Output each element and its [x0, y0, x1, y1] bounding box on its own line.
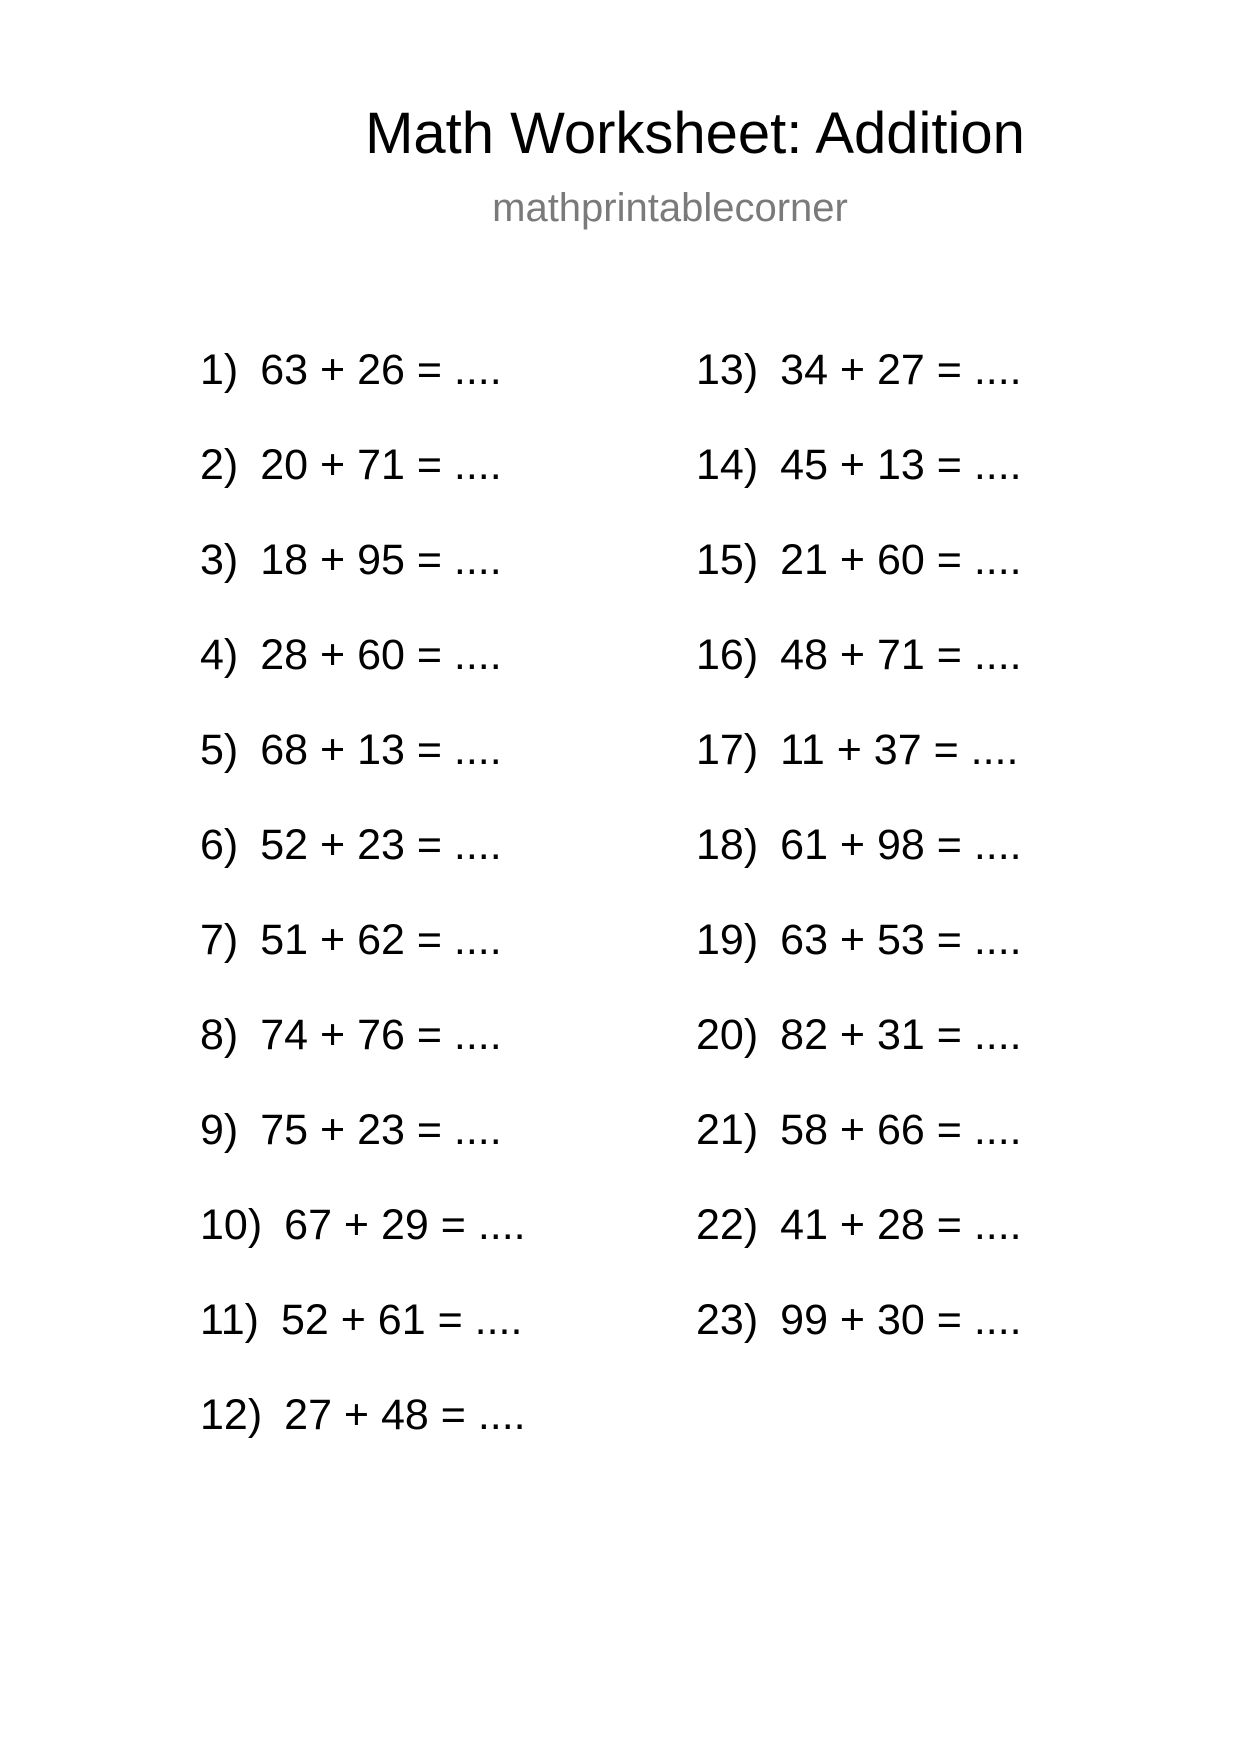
problem-item	[200, 534, 526, 629]
problem-number: 18)	[696, 821, 759, 869]
problem-item	[696, 1294, 1022, 1389]
problem-item	[696, 1199, 1022, 1294]
problem-expression: 67 + 29 = ....	[284, 1201, 526, 1249]
problem-number: 20)	[696, 1011, 759, 1059]
problem-item	[696, 819, 1022, 914]
problem-number: 15)	[696, 536, 759, 584]
problem-item	[696, 914, 1022, 1009]
problem-expression: 63 + 26 = ....	[260, 346, 502, 394]
problem-number: 21)	[696, 1106, 759, 1154]
problem-expression: 75 + 23 = ....	[260, 1106, 502, 1154]
problem-item	[200, 914, 526, 1009]
problem-item	[200, 439, 526, 534]
problem-expression: 99 + 30 = ....	[780, 1296, 1022, 1344]
problem-expression: 21 + 60 = ....	[780, 536, 1022, 584]
problem-item	[696, 1009, 1022, 1104]
problem-number: 22)	[696, 1201, 759, 1249]
problem-expression: 51 + 62 = ....	[260, 916, 502, 964]
problem-expression: 74 + 76 = ....	[260, 1011, 502, 1059]
problem-number: 4)	[200, 631, 239, 679]
problem-item	[200, 724, 526, 819]
problem-number: 14)	[696, 441, 759, 489]
problem-item	[200, 1389, 526, 1484]
problems-left-column	[200, 344, 526, 1484]
problem-item	[200, 629, 526, 724]
problem-item	[696, 1104, 1022, 1199]
problem-expression: 52 + 61 = ....	[280, 1296, 523, 1344]
problem-number: 8)	[200, 1011, 239, 1059]
problem-item	[200, 1294, 526, 1389]
problem-item	[200, 1009, 526, 1104]
problems-right-column	[696, 344, 1022, 1389]
problem-number: 23)	[696, 1296, 759, 1344]
problem-expression: 20 + 71 = ....	[260, 441, 502, 489]
problem-item	[200, 344, 526, 439]
problem-item	[696, 439, 1022, 534]
problem-number: 3)	[200, 536, 239, 584]
problem-item	[696, 629, 1022, 724]
problem-expression: 18 + 95 = ....	[260, 536, 502, 584]
problem-expression: 61 + 98 = ....	[780, 821, 1022, 869]
problem-number: 17)	[696, 726, 759, 774]
problem-number: 1)	[200, 346, 239, 394]
problem-number: 9)	[200, 1106, 239, 1154]
problem-item	[696, 534, 1022, 629]
problem-expression: 45 + 13 = ....	[780, 441, 1022, 489]
problem-number: 19)	[696, 916, 759, 964]
problem-expression: 27 + 48 = ....	[284, 1391, 526, 1439]
problem-expression: 11 + 37 = ....	[780, 726, 1019, 774]
problem-number: 2)	[200, 441, 239, 489]
problem-item	[696, 724, 1022, 819]
problem-number: 12)	[200, 1391, 263, 1439]
problem-item	[200, 1199, 526, 1294]
problem-expression: 34 + 27 = ....	[780, 346, 1022, 394]
problem-item	[696, 344, 1022, 439]
problem-number: 16)	[696, 631, 759, 679]
problem-item	[200, 1104, 526, 1199]
problem-number: 7)	[200, 916, 239, 964]
problem-expression: 58 + 66 = ....	[780, 1106, 1022, 1154]
problem-number: 5)	[200, 726, 239, 774]
problem-expression: 52 + 23 = ....	[260, 821, 502, 869]
problem-expression: 68 + 13 = ....	[260, 726, 502, 774]
problem-number: 10)	[200, 1201, 263, 1249]
problem-number: 13)	[696, 346, 759, 394]
problem-expression: 82 + 31 = ....	[780, 1011, 1022, 1059]
problem-expression: 48 + 71 = ....	[780, 631, 1022, 679]
problem-expression: 63 + 53 = ....	[780, 916, 1022, 964]
problem-expression: 41 + 28 = ....	[780, 1201, 1022, 1249]
problem-item	[200, 819, 526, 914]
worksheet-title: Math Worksheet: Addition	[365, 101, 1025, 166]
problem-number: 11)	[200, 1296, 259, 1344]
worksheet-subtitle: mathprintablecorner	[492, 186, 848, 230]
problem-expression: 28 + 60 = ....	[260, 631, 502, 679]
problem-number: 6)	[200, 821, 239, 869]
